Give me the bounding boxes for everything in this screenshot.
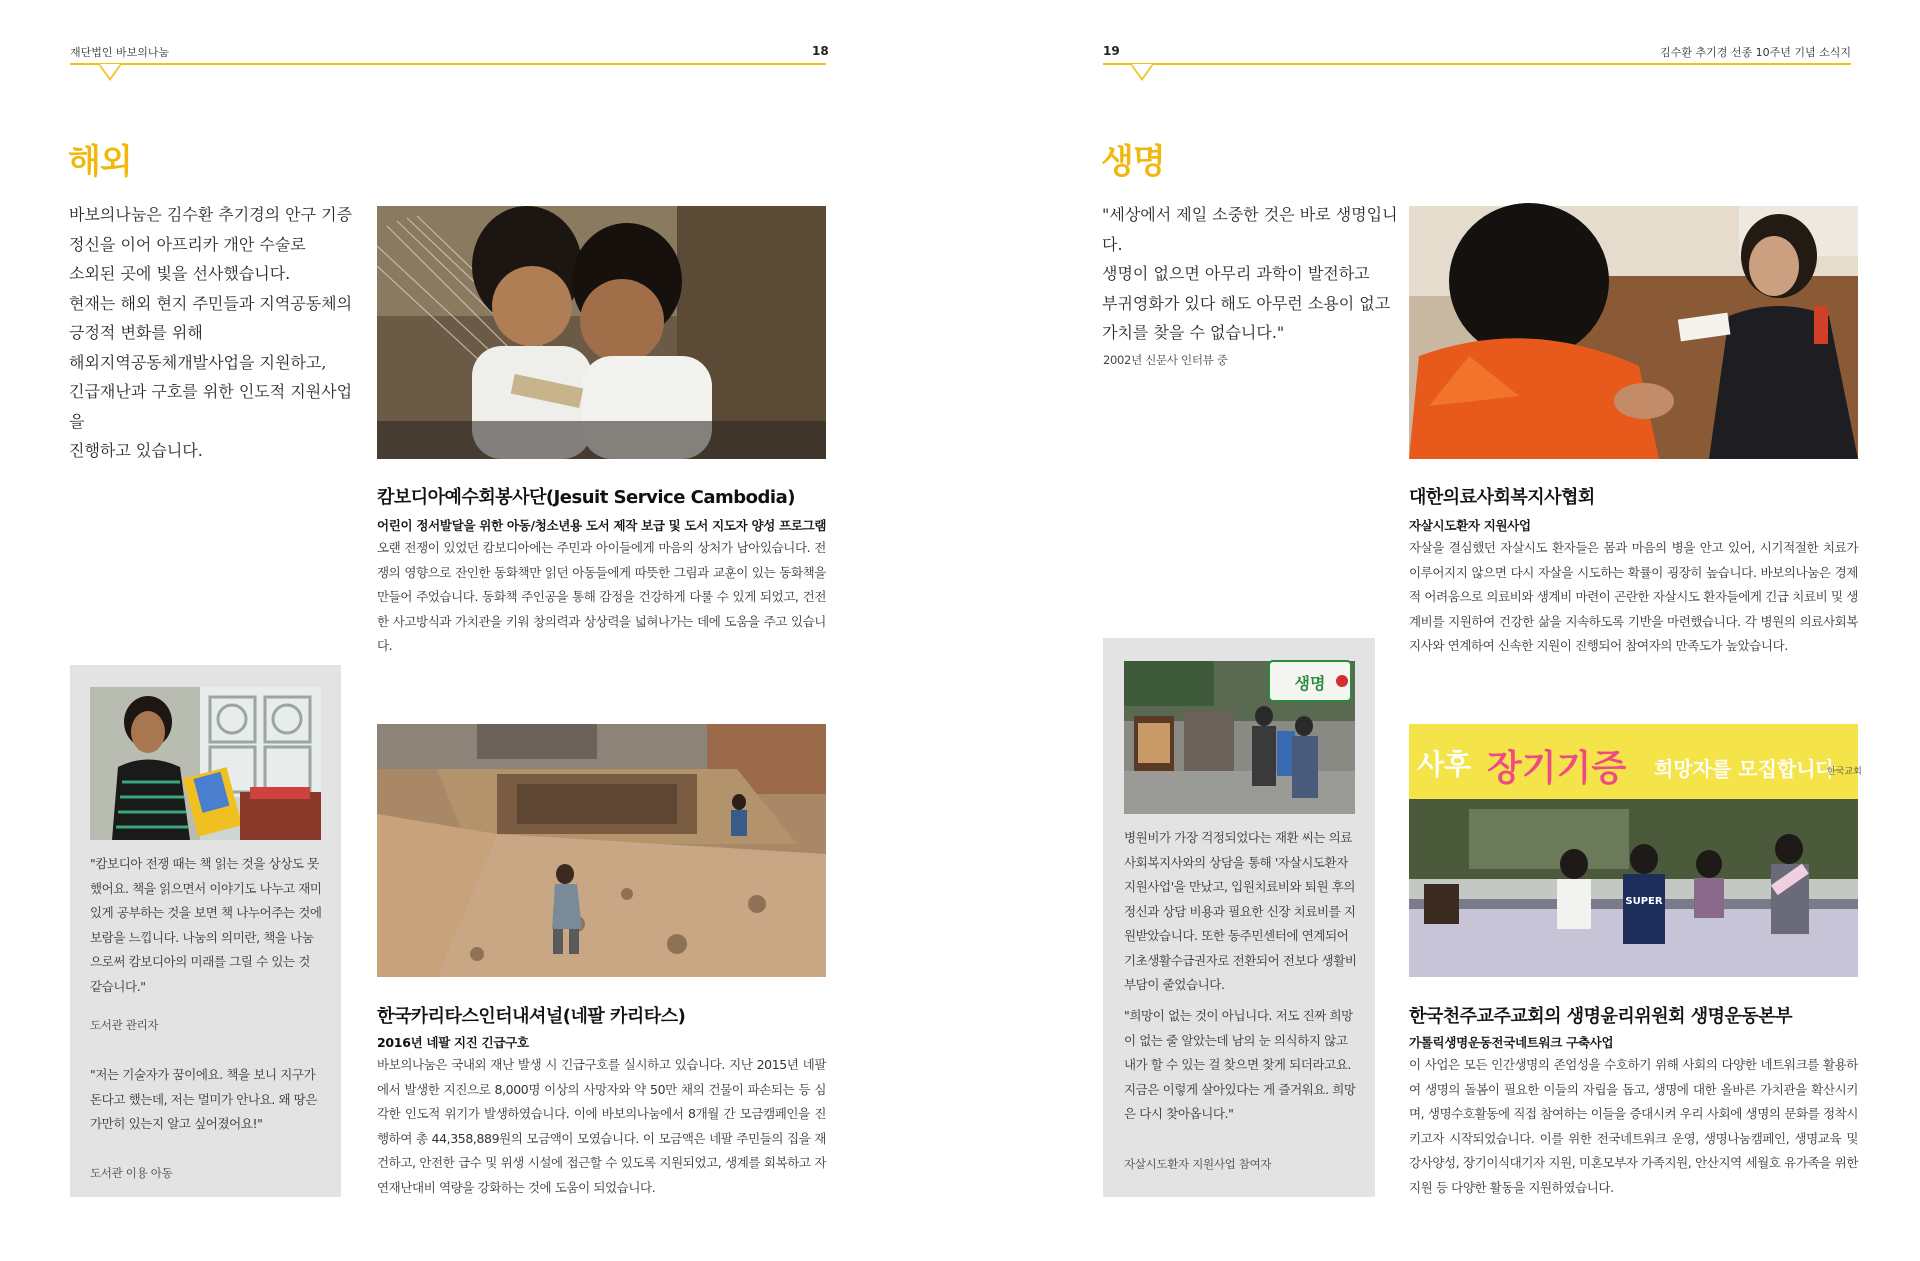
photo-life-campaign-street: [1124, 661, 1355, 814]
shirt-label-text: SUPER: [1625, 896, 1663, 907]
sidebar-quote-librarian: "캄보디아 전쟁 때는 책 읽는 것을 상상도 못했어요. 책을 읽으면서 이야기도 나누고 재미있게 공부하는 것을 보면 책 나누어주는 것에 보람을 느낍니다. 나눔의 의미란, 책을 나눔으로써 캄보디아의 미래를 그릴 수 있는 것 같습니다.": [90, 856, 322, 994]
project-subtitle-nepal: 2016년 네팔 지진 긴급구호: [377, 1035, 529, 1050]
project-subtitle-catholic-network: 가톨릭생명운동전국네트워크 구축사업: [1409, 1035, 1614, 1050]
header-title-right: 김수환 추기경 선종 10주년 기념 소식지: [1660, 46, 1851, 59]
banner-side-text: 한국교회: [1827, 767, 1862, 777]
header-notch-left-inner: [100, 64, 120, 78]
life-quote-source: 2002년 신문사 인터뷰 중: [1103, 353, 1228, 367]
project-body-suicide-support: 자살을 결심했던 자살시도 환자들은 몸과 마음의 병을 안고 있어, 시기적절한 치료가 이루어지지 않으면 다시 자살을 시도하는 확률이 굉장히 높습니다. 바보의나눔은 경제적 어려움으로 의료비와 생계비 마련이 곤란한 자살시도 환자들에게 긴급 치료비 및 생계비를 지원하여 건강한 삶을 지속하도록 기반을 마련했습니다. 각 병원의 의료사회복지사와 연계하여 신속한 지원이 진행되어 참여자의 만족도가 높았습니다.: [1409, 540, 1858, 653]
project-body-cambodia: 오랜 전쟁이 있었던 캄보디아에는 주민과 아이들에게 마음의 상처가 남아있습니다. 전쟁의 영향으로 잔인한 동화책만 읽던 아동들에게 따뜻한 그림과 교훈이 있는 동화책을 만들어 주었습니다. 동화책 주인공을 통해 감정을 건강하게 다룰 수 있게 되었고, 건전한 사고방식과 가치관을 키워 창의력과 상상력을 넓혀나가는 데에 도움을 주고 있습니다.: [377, 540, 826, 653]
project-title-cambodia: 캄보디아예수회봉사단(Jesuit Service Cambodia): [377, 487, 795, 508]
header-rule-right: [1103, 63, 1851, 65]
banner-tail-text: 희망자를 모집합니다: [1654, 757, 1835, 781]
project-subtitle-suicide-support: 자살시도환자 지원사업: [1409, 518, 1531, 533]
page-number-right: 19: [1103, 44, 1120, 58]
photo-organ-donation-booth: [1409, 724, 1862, 977]
photo-children-reading: [377, 206, 826, 459]
sidebar-story-source: 자살시도환자 지원사업 참여자: [1124, 1157, 1272, 1171]
sidebar-story-quote: "희망이 없는 것이 아닙니다. 저도 진짜 희망이 없는 줄 알았는데 남의 눈 의식하지 않고 내가 할 수 있는 걸 찾으면 찾게 되더라고요. 지금은 이렇게 살아있다는 게 즐거워요. 희망은 다시 찾아옵니다.": [1124, 1008, 1356, 1121]
intro-text: 바보의나눔은 김수환 추기경의 안구 기증 정신을 이어 아프리카 개안 수술로 소외된 곳에 빛을 선사했습니다. 현재는 해외 현지 주민들과 지역공동체의 긍정적 변화를 위해 해외지역공동체개발사업을 지원하고, 긴급재난과 구호를 위한 인도적 지원사업을 진행하고 있습니다.: [69, 205, 353, 460]
life-quote: "세상에서 제일 소중한 것은 바로 생명입니다. 생명이 없으면 아무리 과학이 발전하고 부귀영화가 있다 해도 아무런 소용이 없고 가치를 찾을 수 없습니다.": [1102, 205, 1398, 342]
project-subtitle-cambodia: 어린이 정서발달을 위한 아동/청소년용 도서 제작 보급 및 도서 지도자 양성 프로그램: [377, 518, 827, 533]
project-title-catholic-life-ethics: 한국천주교주교회의 생명윤리위원회 생명운동본부: [1409, 1006, 1793, 1027]
section-title-life: 생명: [1101, 142, 1165, 182]
project-title-medical-social-work: 대한의료사회복지사협회: [1409, 487, 1595, 508]
campaign-sign-text: 생명: [1294, 674, 1326, 693]
header-notch-right-inner: [1132, 64, 1152, 78]
sidebar-story-body: 병원비가 가장 걱정되었다는 재환 씨는 의료사회복지사와의 상담을 통해 '자살시도환자 지원사업'을 만났고, 입원치료비와 퇴원 후의 정신과 상담 비용과 필요한 신장 치료비를 지원받았습니다. 또한 동주민센터에 연계되어 기초생활수급권자로 전환되어 전보다 생활비 부담이 줄었습니다.: [1124, 830, 1357, 992]
banner-lead-text: 사후: [1417, 748, 1472, 781]
sidebar-source-child: 도서관 이용 아동: [90, 1166, 173, 1180]
header-org: 재단법인 바보의나눔: [70, 46, 170, 59]
banner-main-text: 장기기증: [1487, 748, 1627, 789]
photo-counselling: [1409, 206, 1858, 459]
photo-librarian: [90, 687, 321, 840]
project-body-nepal: 바보의나눔은 국내외 재난 발생 시 긴급구호를 실시하고 있습니다. 지난 2015년 네팔에서 발생한 지진으로 8,000명 이상의 사망자와 약 50만 채의 건물이 파손되는 등 심각한 인도적 위기가 발생하였습니다. 이에 바보의나눔에서 8개월 간 모금캠페인을 진행하여 총 44,358,889원의 모금액이 모였습니다. 이 모금액은 네팔 주민들의 집을 재건하고, 안전한 급수 및 위생 시설에 접근할 수 있도록 지원되었고, 생계를 회복하고 자연재난대비 역량을 강화하는 것에 도움이 되었습니다.: [377, 1057, 826, 1195]
header-rule-left: [70, 63, 826, 65]
project-title-nepal: 한국카리타스인터내셔널(네팔 카리타스): [377, 1006, 686, 1027]
page-number-left: 18: [812, 44, 829, 58]
sidebar-quote-child: "저는 기술자가 꿈이에요. 책을 보니 지구가 돈다고 했는데, 저는 멀미가 안나요. 왜 땅은 가만히 있는지 알고 싶어졌어요!": [90, 1067, 318, 1131]
section-title-overseas: 해외: [68, 142, 132, 182]
photo-nepal-reconstruction: [377, 724, 826, 977]
project-body-catholic-network: 이 사업은 모든 인간생명의 존엄성을 수호하기 위해 사회의 다양한 네트워크를 활용하여 생명의 돌봄이 필요한 이들의 자립을 돕고, 생명에 대한 올바른 가치관을 확산시키며, 생명수호활동에 직접 참여하는 이들을 증대시켜 우리 사회에 생명의 문화를 정착시키고자 시작되었습니다. 이를 위한 전국네트워크 운영, 생명나눔캠페인, 생명교육 및 강사양성, 장기이식대기자 지원, 미혼모부자 가족지원, 안산지역 세월호 유가족을 위한 지원 등 다양한 활동을 지원하였습니다.: [1409, 1057, 1858, 1195]
sidebar-source-librarian: 도서관 관리자: [90, 1018, 159, 1032]
